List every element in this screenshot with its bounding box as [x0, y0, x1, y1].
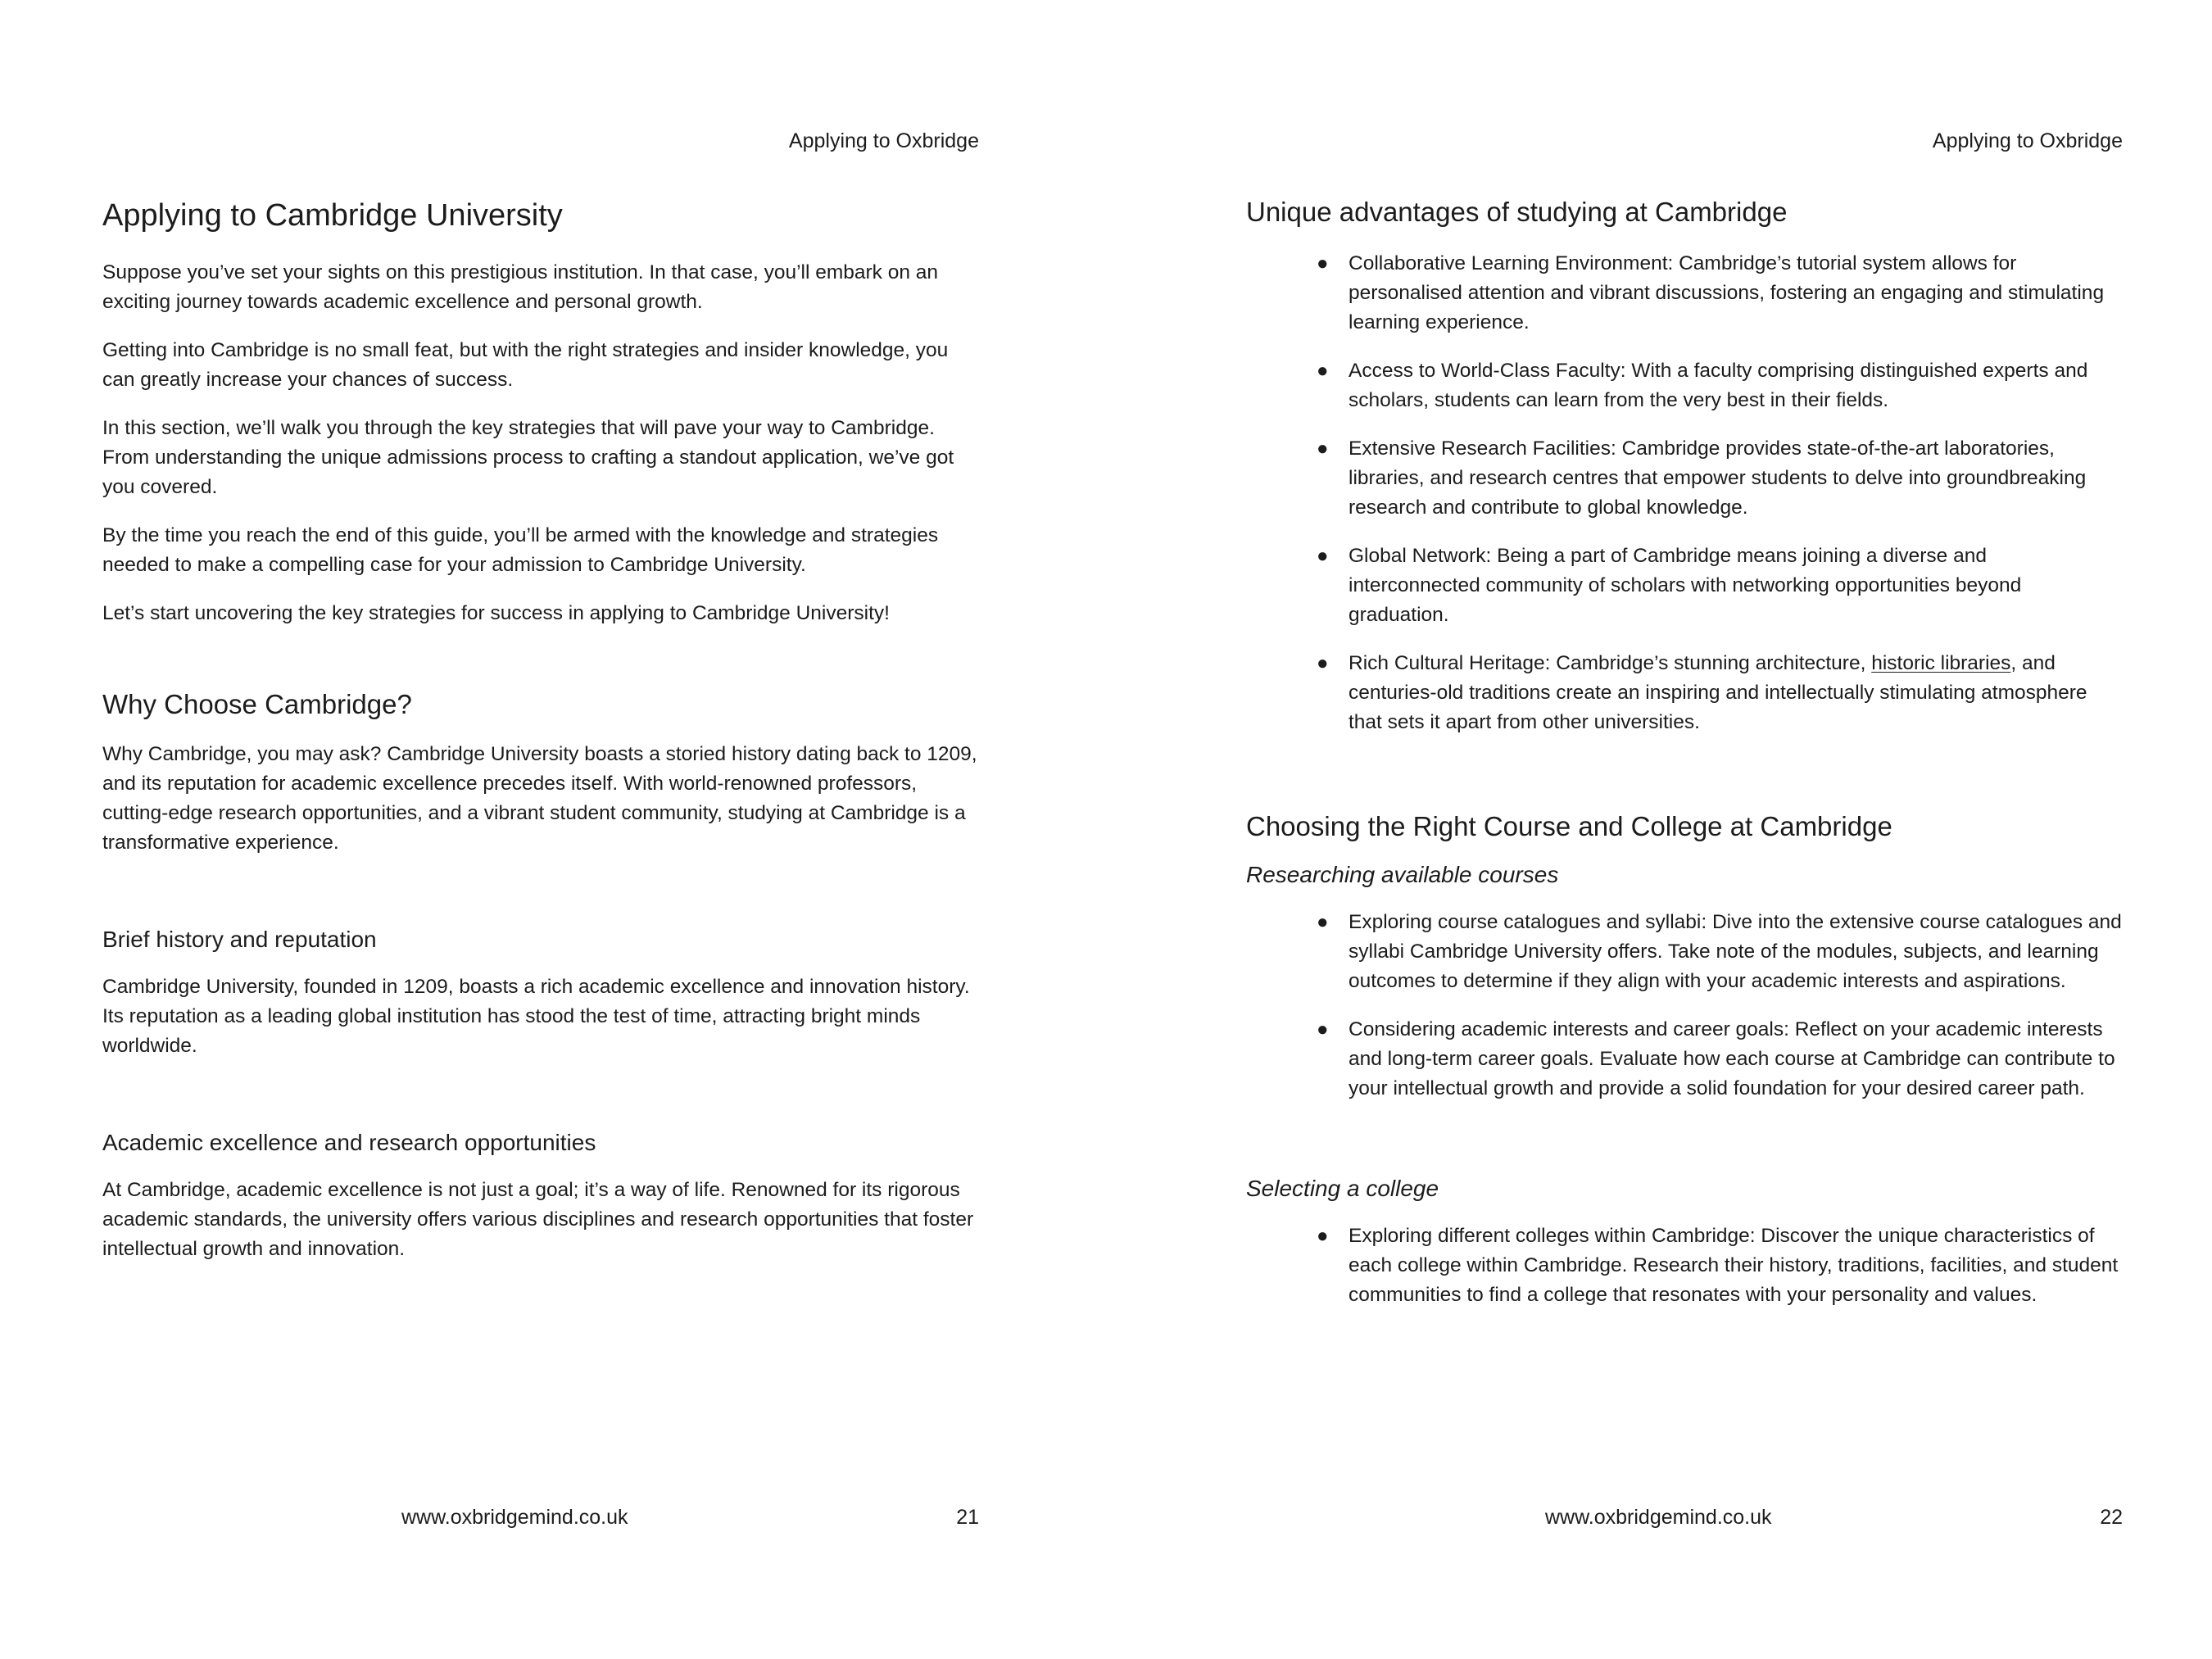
subheading-researching: Researching available courses [1246, 862, 1559, 887]
section-heading-why: Why Choose Cambridge? [102, 689, 412, 719]
bullet-icon: ● [1317, 1225, 1329, 1247]
list-item-text: Extensive Research Facilities: Cambridge provides state-of-the-art laboratories, libraries, and research centres that empower students to delve into groundbreaking research and contribute to global knowledge. [1349, 437, 2087, 519]
list-item [1246, 249, 2123, 338]
running-header: Applying to Oxbridge [788, 129, 979, 152]
page-number: 22 [2100, 1506, 2123, 1529]
college-list [1246, 1222, 2123, 1310]
subheading-history: Brief history and reputation [102, 927, 377, 952]
list-item [1246, 434, 2123, 523]
list-item-text: Global Network: Being a part of Cambridge means joining a diverse and interconnected community of scholars with networking opportunities beyond graduation. [1349, 545, 2022, 626]
list-item-text: Exploring course catalogues and syllabi: Dive into the extensive course catalogues and syllabi Cambridge University offers. Take note of the modules, subjects, and learning outcomes to determine if they align with your academic interests and aspirations. [1349, 911, 2122, 992]
list-item-text: Considering academic interests and career goals: Reflect on your academic interests and long-term career goals. Evaluate how each course at Cambridge can contribute to your intellectual growth and provide a solid foundation for your desired career path. [1349, 1018, 2115, 1099]
list-item-text: Exploring different colleges within Cambridge: Discover the unique characteristics of each college within Cambridge. Research their history, traditions, facilities, and student communities to find a college that resonates with your personality and values. [1349, 1225, 2119, 1306]
bullet-icon: ● [1317, 437, 1329, 460]
list-item [1246, 649, 2123, 737]
footer-url[interactable]: www.oxbridgemind.co.uk [1545, 1506, 1772, 1529]
list-item [1246, 1222, 2123, 1310]
list-item [1246, 542, 2123, 630]
subheading-college: Selecting a college [1246, 1176, 1439, 1201]
intro-paragraph: By the time you reach the end of this guide, you’ll be armed with the knowledge and strategies needed to make a compelling case for your admission to Cambridge University. [102, 524, 939, 576]
list-item [1246, 908, 2123, 996]
list-item-text: Collaborative Learning Environment: Cambridge’s tutorial system allows for personalised attention and vibrant discussions, fostering an engaging and stimulating learning experience. [1349, 252, 2105, 333]
list-item-text: Access to World-Class Faculty: With a faculty comprising distinguished experts and scholars, students can learn from the very best in their fields. [1349, 360, 2088, 411]
section-heading-advantages: Unique advantages of studying at Cambridge [1246, 197, 1788, 227]
advantages-list [1246, 249, 2123, 737]
bullet-icon: ● [1317, 252, 1329, 274]
intro-paragraph: Getting into Cambridge is no small feat, but with the right strategies and insider knowledge, you can greatly increase your chances of success. [102, 339, 949, 391]
intro-paragraph: Suppose you’ve set your sights on this prestigious institution. In that case, you’ll embark on an exciting journey towards academic excellence and personal growth. [102, 261, 939, 313]
section-heading-course: Choosing the Right Course and College at Cambridge [1246, 811, 1892, 841]
researching-list [1246, 908, 2123, 1104]
running-header: Applying to Oxbridge [1932, 129, 2123, 152]
bullet-icon: ● [1317, 545, 1329, 567]
bullet-icon: ● [1317, 911, 1329, 933]
subheading-academic: Academic excellence and research opportunities [102, 1130, 596, 1155]
page-number: 21 [956, 1506, 979, 1529]
list-item [1246, 356, 2123, 415]
right-page-flow [1246, 197, 2123, 1310]
page-title: Applying to Cambridge University [102, 198, 563, 233]
intro-paragraph: In this section, we’ll walk you through the key strategies that will pave your way to Cambridge. From understanding the unique admissions process to crafting a standout application, we’ve got you covered. [102, 417, 954, 498]
list-item-text-end: , and centuries-old traditions create an inspiring and intellectually stimulating atmosphere that sets it apart from other universities. [1349, 652, 2087, 733]
bullet-icon: ● [1317, 1018, 1329, 1040]
right-page [1144, 0, 2176, 1659]
academic-paragraph: At Cambridge, academic excellence is not just a goal; it’s a way of life. Renowned for its rigorous academic standards, the university offers various disciplines and research opportunities that foster intellectual growth and innovation. [102, 1179, 974, 1260]
left-page [0, 0, 1032, 1659]
list-item [1246, 1015, 2123, 1104]
why-paragraph: Why Cambridge, you may ask? Cambridge University boasts a storied history dating back to 1209, and its reputation for academic excellence precedes itself. With world-renowned professors, cutting-edge research opportunities, and a vibrant student community, studying at Cambridge is a transformative experience. [102, 743, 977, 854]
intro-paragraph: Let’s start uncovering the key strategies for success in applying to Cambridge University! [102, 602, 890, 624]
history-paragraph: Cambridge University, founded in 1209, boasts a rich academic excellence and innovation history. Its reputation as a leading global institution has stood the test of time, attracting bright minds worldwide. [102, 976, 970, 1057]
historic-libraries-link[interactable]: historic libraries [1871, 652, 2011, 674]
bullet-icon: ● [1317, 360, 1329, 382]
footer-url[interactable]: www.oxbridgemind.co.uk [401, 1506, 628, 1529]
list-item-text-start: Rich Cultural Heritage: Cambridge’s stunning architecture, [1349, 652, 1872, 674]
left-page-flow [102, 198, 979, 1264]
bullet-icon: ● [1317, 652, 1329, 674]
